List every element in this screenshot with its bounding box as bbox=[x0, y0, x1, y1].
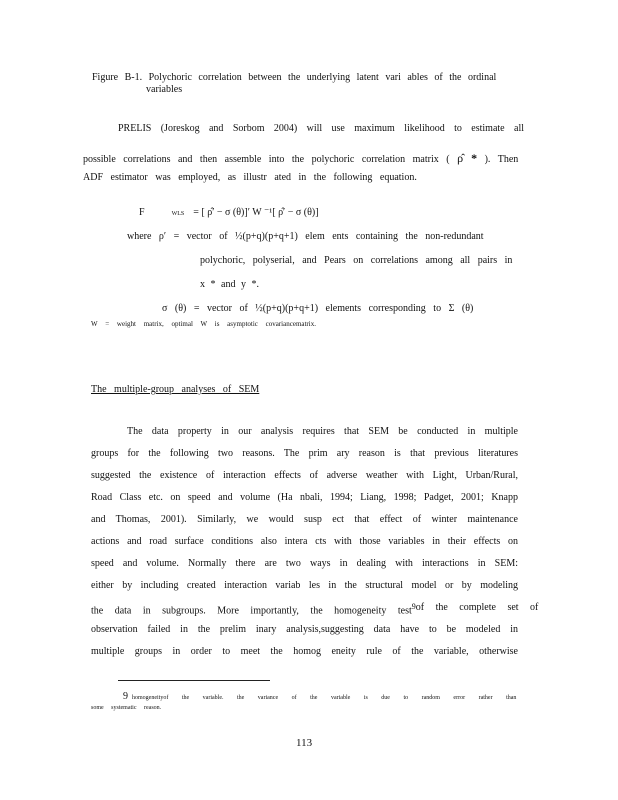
figure-caption-line1: Figure B-1. Polychoric correlation between the underlying latent vari ables of the ordinal bbox=[92, 72, 497, 83]
body-line-6: actions and road surface conditions also intera cts with those variables in their effects on bbox=[91, 536, 518, 547]
body-line-8: either by including created interaction variab les in the structural model or by modeling bbox=[91, 580, 518, 591]
where-line2: polychoric, polyserial, and Pears on correlations among all pairs in bbox=[200, 255, 513, 266]
footnote-line1 bbox=[123, 686, 516, 704]
footnote-reference: 9 bbox=[411, 602, 416, 611]
prelis-line2-text: possible correlations and then assemble into the polychoric correlation matrix ( bbox=[83, 154, 450, 165]
footnote-number: 9 bbox=[123, 691, 128, 702]
where-line: where ρ′ = vector of ½(p+q)(p+q+1) elem ents containing the non-redundant bbox=[127, 231, 484, 242]
prelis-line1: PRELIS (Joreskog and Sorbom 2004) will use maximum likelihood to estimate all bbox=[118, 123, 524, 134]
body-line-3: suggested the existence of interaction effects of adverse weather with Light, Urban/Rural, bbox=[91, 470, 518, 481]
body-line-4: Road Class etc. on speed and volume (Ha nbali, 1994; Liang, 1998; Padget, 2001; Knapp bbox=[91, 492, 518, 503]
body-line-2: groups for the following two reasons. The prim ary reason is that previous literatures bbox=[91, 448, 518, 459]
body-line-9-tail: of the complete set of bbox=[415, 602, 539, 613]
equation-F: F bbox=[139, 207, 145, 218]
equation-main bbox=[139, 207, 319, 218]
where-line3: x * and y *. bbox=[200, 279, 259, 290]
prelis-line3: ADF estimator was employed, as illustr ated in the following equation. bbox=[83, 172, 417, 183]
footnote-text-1: homogeneityof the variable. the variance of the variable is due to random error rather than bbox=[132, 695, 517, 701]
body-line-5: and Thomas, 2001). Similarly, we would susp ect that effect of winter maintenance bbox=[91, 514, 518, 525]
page-number: 113 bbox=[296, 737, 313, 749]
body-line-7: speed and volume. Normally there are two ways in dealing with interactions in SEM: bbox=[91, 558, 518, 569]
prelis-line2-end: ). Then bbox=[484, 154, 519, 165]
section-heading: The multiple-group analyses of SEM bbox=[91, 384, 260, 395]
figure-caption-line2: variables bbox=[146, 84, 183, 95]
body-line-10: observation failed in the prelim inary analysis,suggesting data have to be modeled in bbox=[91, 624, 518, 635]
footnote-line2: some systematic reason. bbox=[91, 705, 162, 711]
body-line-11: multiple groups in order to meet the homog eneity rule of the variable, otherwise bbox=[91, 646, 518, 657]
body-line-9 bbox=[91, 602, 539, 617]
equation-rhs: = [ ρ̂′ − σ (θ)]′ W ⁻¹[ ρ̂′ − σ (θ)] bbox=[193, 207, 319, 218]
prelis-line2 bbox=[83, 151, 518, 166]
sigma-line: σ (θ) = vector of ½(p+q)(p+q+1) elements corresponding to Σ (θ) bbox=[162, 303, 474, 314]
rho-hat-star-symbol: ρ̂ * bbox=[457, 151, 478, 165]
body-line-9-text: the data in subgroups. More importantly, the homogeneity test$^9$ bbox=[91, 602, 416, 617]
equation-wls-subscript: WLS bbox=[171, 211, 185, 217]
body-line-1: The data property in our analysis requires that SEM be conducted in multiple bbox=[127, 426, 518, 437]
w-line: W = weight matrix, optimal W is asymptotic covariancematrix. bbox=[91, 320, 316, 328]
footnote-divider bbox=[118, 680, 270, 681]
